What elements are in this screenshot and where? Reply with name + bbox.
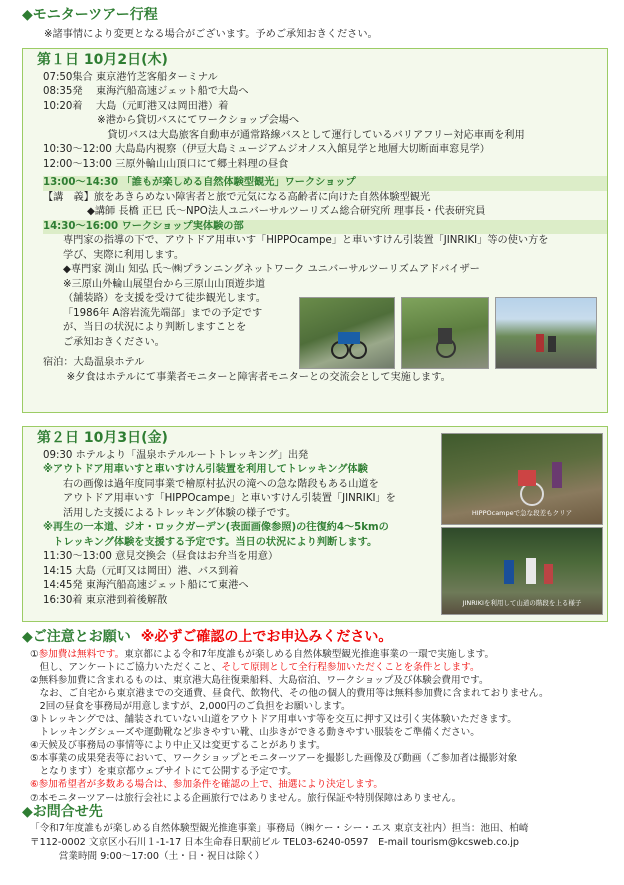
walk-line: ご承知おきください。 xyxy=(63,336,165,348)
lecturer-line: ◆講師 長橋 正巳 氏～NPO法人ユニバーサルツーリズム総合研究所 理事長・代表研究員 xyxy=(43,206,486,218)
walk-line: が、当日の状況により判断しますことを xyxy=(63,322,247,334)
note-item: ④天候及び事務局の事情等により中止又は変更することがあります。 xyxy=(30,740,326,752)
note-item: ⑦本モニターツアーは旅行会社による企画旅行ではありません。旅行保証や特別保障はありません。 xyxy=(30,792,462,804)
photo-caption: JINRIKIを利用して山道の階段を上る様子 xyxy=(462,598,582,607)
notes-warning: ※必ずご確認の上でお申込みください。 xyxy=(140,629,393,645)
trek-line: 右の画像は過年度同事業で檜原村払沢の滝への急な階段もある山道を xyxy=(63,478,379,490)
day1-line: 10:20着 大島（元町港又は岡田港）着 xyxy=(43,100,229,112)
day1-line: 12:00～13:00 三原外輪山山頂口にて郷土料理の昼食 xyxy=(43,158,289,170)
trek-title: ※アウトドア用車いすと車いすけん引装置を利用してトレッキング体験 xyxy=(43,464,368,476)
contact-heading: ◆お問合せ先 xyxy=(22,804,103,820)
day1-line: 貸切バスは大島旅客自動車が通常路線バスとして運行しているバリアフリー対応車両を利用 xyxy=(43,129,525,141)
note-item: となります）を東京都ウェブサイトにて公開する予定です。 xyxy=(30,766,297,778)
note-text: 東京都による令和7年度誰もが楽しめる自然体験型観光推進事業の一環で実施します。 xyxy=(124,649,495,660)
photo-caption: HIPPOcampeで急な段差もクリア xyxy=(471,508,573,517)
wheelchair-icon xyxy=(300,298,396,370)
day1-schedule xyxy=(23,71,607,172)
tour-note: ※諸事情により変更となる場合がございます。予めご承知おきください。 xyxy=(44,29,378,40)
trek-line: アウトドア用車いす「HIPPOcampe」と車いすけん引装置「JINRIKI」を xyxy=(63,493,396,505)
contact-line: 営業時間 9:00～17:00（土・日・祝日は除く） xyxy=(30,850,265,862)
stay-line: ※夕食はホテルにて事業者モニターと障害者モニターとの交流会として実施します。 xyxy=(43,371,451,383)
photo-wheelchair-path xyxy=(299,297,395,369)
practice-line: 専門家の指導の下で、アウトドア用車いす「HIPPOcampe」と車いすけん引装置「JINRIKI」等の使い方を xyxy=(63,235,549,247)
day1-box xyxy=(22,48,608,413)
note-item: ③トレッキングでは、舗装されていない山道をアウトドア用車いす等を交互に押す又は引く実体験いただきます。 xyxy=(30,714,517,726)
note-item: ⑤本事業の成果発表等において、ワークショップとモニターツアーを撮影した画像及び動画（ご参加者は撮影対象 xyxy=(30,753,518,765)
photo-jinriki xyxy=(441,527,603,615)
rest-line: 14:45発 東海汽船高速ジェット船にて東港へ xyxy=(43,580,249,592)
day1-line: 08:35発 東海汽船高速ジェット船で大島へ xyxy=(43,86,249,98)
contact-line[interactable]: 〒112-0002 文京区小石川１-1-17 日本生命春日駅前ビル TEL03-6240-0597 E-mail tourism@kcsweb.co.jp xyxy=(30,836,519,848)
day1-line: ※港から貸切バスにてワークショップ会場へ xyxy=(43,115,300,127)
notes-heading: ◆ご注意とお願い xyxy=(22,629,131,645)
contact-line: 「令和7年度誰もが楽しめる自然体験型観光推進事業」事務局（㈱ケー・シー・エス 東京支社内）担当：池田、柏崎 xyxy=(30,823,529,834)
day2-box xyxy=(22,426,608,622)
lecture-line: 【講 義】旅をあきらめない障害者と旅で元気になる高齢者に向けた自然体験型観光 xyxy=(43,191,431,203)
practice-line: ◆専門家 渕山 知弘 氏～㈱プランニングネットワーク ユニバーサルツーリズムアドバイザー xyxy=(63,264,480,276)
notes-heading-row xyxy=(22,628,392,648)
rest-line: 14:15 大島（元町又は岡田）港、バス到着 xyxy=(43,565,239,577)
day1-line: 07:50集合 東京港竹芝客船ターミナル xyxy=(43,71,218,83)
note-item: 2回の昼食を事務局が用意しますが、2,000円のご負担をお願いします。 xyxy=(30,701,351,713)
day2-line: 09:30 ホテルより「温泉ホテルルートトレッキング」出発 xyxy=(43,449,309,461)
group-icon xyxy=(496,298,598,370)
photo-jinriki-path xyxy=(401,297,489,369)
note-item: ⑥参加希望者が多数ある場合は、参加条件を確認の上で、抽選により決定します。 xyxy=(30,779,384,791)
note-prefix: ① xyxy=(30,649,39,660)
day1-line: 10:30～12:00 大島島内視察（伊豆大島ミュージアムジオノス入館見学と地層大切断面車窓見学） xyxy=(43,144,490,156)
photo-hippocampe xyxy=(441,433,603,525)
notes-list xyxy=(30,648,615,805)
tour-heading: ◆モニターツアー行程 xyxy=(22,7,158,23)
wheelchair-icon xyxy=(402,298,490,370)
note-highlight: 参加費は無料です。 xyxy=(38,649,125,660)
trek-line: 活用した支援によるトレッキング体験の様子です。 xyxy=(63,507,297,519)
photo-mountain-road xyxy=(495,297,597,369)
trek2-line: ※再生の一本道、ジオ・ロックガーデン(表面画像参照)の往復約4～5kmの xyxy=(43,522,389,534)
trek2-line: トレッキング体験を支援する予定です。当日の状況により判断します。 xyxy=(43,536,378,548)
note-item xyxy=(30,648,615,661)
walk-line: 「1986年 A溶岩流先端部」までの予定です xyxy=(63,307,263,319)
note-item: ②無料参加費に含まれるものは、東京港大島往復乗船料、大島宿泊、ワークショップ及び体験会費用です。 xyxy=(30,675,489,687)
day2-title: 第２日 10月3日(金) xyxy=(37,430,168,446)
rest-line: 16:30着 東京港到着後解散 xyxy=(43,594,168,606)
walk-line: （舗装路）を支援を受けて徒歩観光します。 xyxy=(63,293,266,305)
note-item xyxy=(30,661,615,674)
day1-title: 第１日 10月2日(木) xyxy=(37,52,168,68)
walk-line: ※三原山外輪山展望台から三原山山頂遊歩道 xyxy=(63,278,266,290)
practice-line: 学び、実際に利用します。 xyxy=(63,249,185,261)
contact-block xyxy=(30,822,528,864)
note-item: トレッキングシューズや運動靴など歩きやすい靴、山歩きができる動きやすい服装をご準備ください。 xyxy=(30,727,480,739)
note-text: 但し、アンケートにご協力いただくこと、 xyxy=(30,662,222,674)
rest-line: 11:30～13:00 意見交換会（昼食はお弁当を用意） xyxy=(43,551,279,563)
note-item: なお、ご自宅から東京港までの交通費、昼食代、飲物代、その他の個人的費用等は無料参加費に含まれておりません。 xyxy=(30,688,549,700)
practice-title: 14:30～16:00 ワークショップ実体験の部 xyxy=(43,220,607,234)
stay-line: 宿泊：大島温泉ホテル xyxy=(43,357,145,369)
workshop-title: 13:00～14:30 「誰もが楽しめる自然体験型観光」ワークショップ xyxy=(43,176,607,190)
note-highlight: そして原則として全行程参加いただくことを条件とします。 xyxy=(221,662,480,674)
